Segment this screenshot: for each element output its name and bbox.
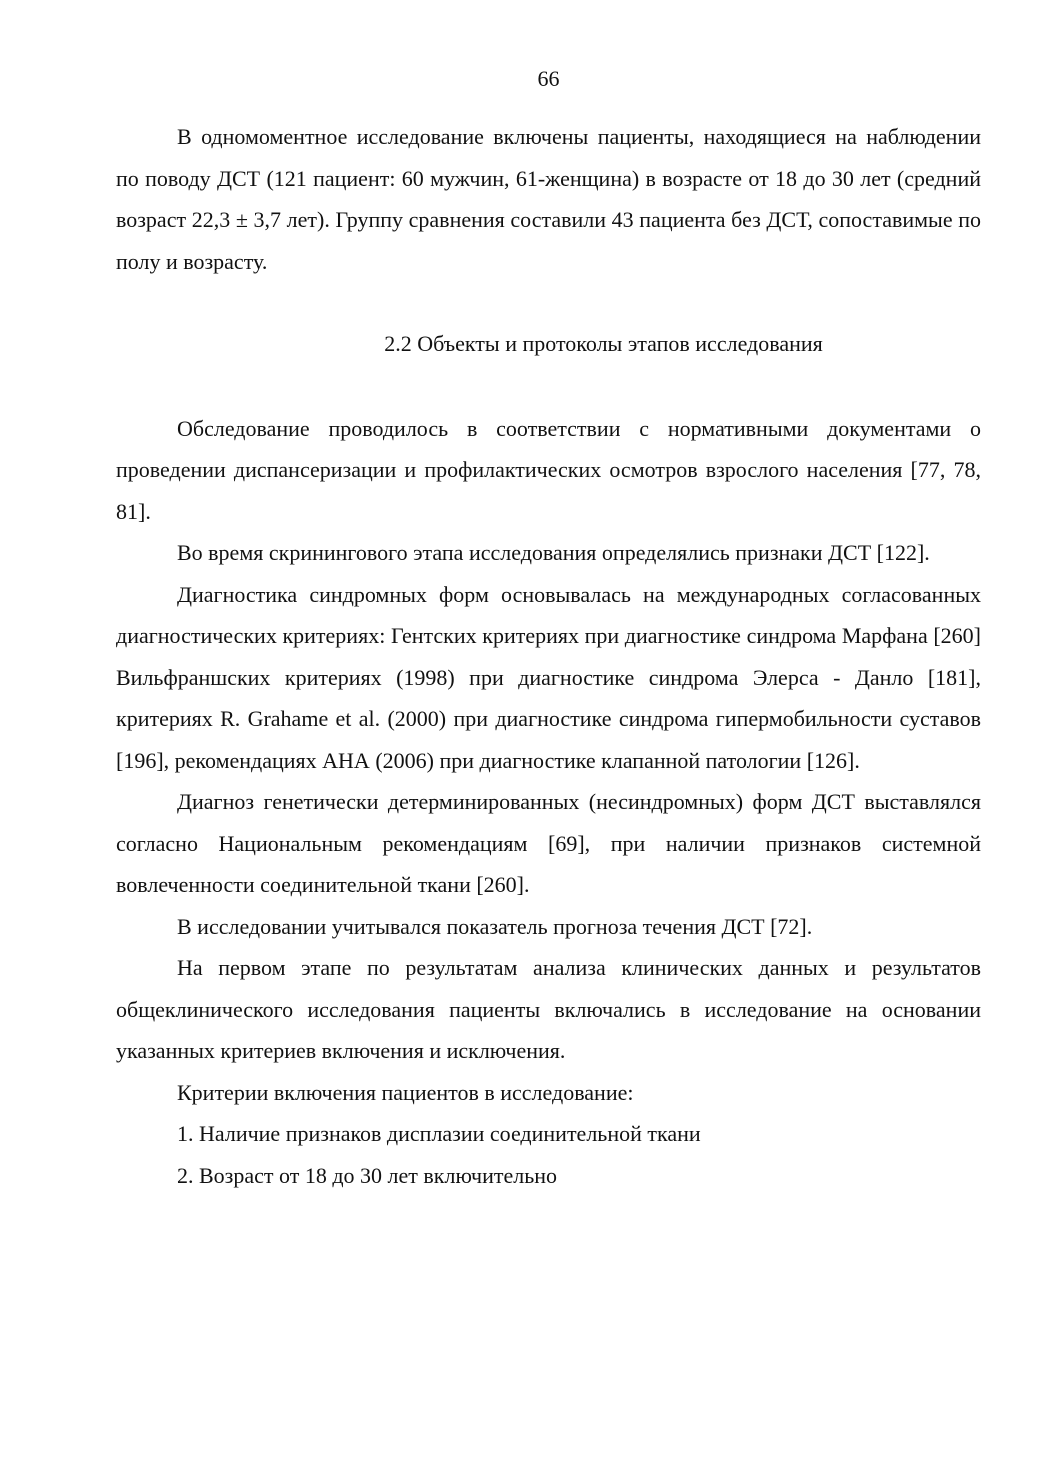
paragraph-first-stage: На первом этапе по результатам анализа клинических данных и результатов общеклинического исследования пациенты включались в исследование на основании указанных критериев включения и исключения.	[116, 955, 981, 1063]
paragraph-syndromic-forms: Диагностика синдромных форм основывалась на международных согласованных диагностических критериях: Гентских критериях при диагностике синдрома Марфана [260] Вильфраншских критериях (1998) при диагностике синдрома Элерса - Данло [181], критериях R. Grahame et al. (2000) при диагностике синдрома гипермобильности суставов [196], рекомендациях АНА (2006) при диагностике клапанной патологии [126].	[116, 581, 981, 773]
spacer	[116, 282, 981, 323]
section-heading: 2.2 Объекты и протоколы этапов исследования	[384, 331, 823, 356]
paragraph-prognosis: В исследовании учитывался показатель прогноза течения ДСТ [72].	[177, 913, 813, 939]
list-item: 1. Наличие признаков дисплазии соединительной ткани	[177, 1121, 701, 1146]
paragraph-documents: Обследование проводилось в соответствии с нормативными документами о проведении диспансеризации и профилактических осмотров взрослого населения [77, 78, 81].	[116, 415, 981, 524]
paragraph-inclusion-criteria-title: Критерии включения пациентов в исследование:	[177, 1079, 634, 1105]
paragraph-screening: Во время скринингового этапа исследования определялись признаки ДСТ [122].	[177, 540, 930, 565]
paragraph-genetic-forms: Диагноз генетически детерминированных (несиндромных) форм ДСТ выставлялся согласно Национальным рекомендациям [69], при наличии признаков системной вовлеченности соединительной ткани [260].	[116, 789, 981, 897]
page-content	[116, 116, 981, 1196]
spacer	[116, 365, 981, 408]
list-item: 2. Возраст от 18 до 30 лет включительно	[177, 1162, 558, 1188]
page-number: 66	[537, 66, 560, 91]
intro-paragraph: В одномоментное исследование включены пациенты, находящиеся на наблюдении по поводу ДСТ (121 пациент: 60 мужчин, 61-женщина) в возрасте от 18 до 30 лет (средний возраст 22,3 ± 3,7 лет). Группу сравнения составили 43 пациента без ДСТ, сопоставимые по полу и возрасту.	[116, 124, 981, 274]
